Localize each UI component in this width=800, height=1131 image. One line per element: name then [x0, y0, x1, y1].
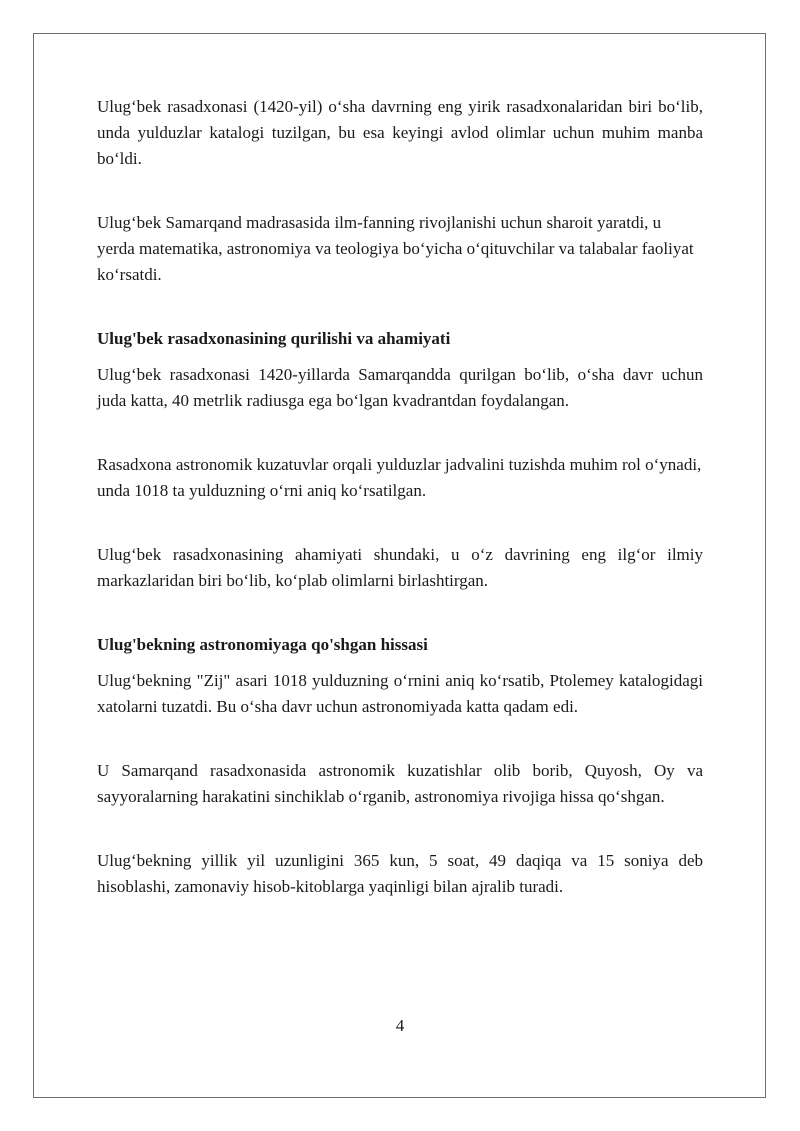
paragraph-observatory-significance: Ulug‘bek rasadxonasining ahamiyati shundaki, u o‘z davrining eng ilg‘or ilmiy markazlaridan biri bo‘lib, ko‘plab olimlarni birlashtirgan.	[97, 545, 703, 590]
section-heading-astronomy-contribution: Ulug'bekning astronomiyaga qo'shgan hissasi	[97, 635, 428, 654]
page-number: 4	[395, 1016, 405, 1035]
paragraph-observatory-construction: Ulug‘bek rasadxonasi 1420-yillarda Samarqandda qurilgan bo‘lib, o‘sha davr uchun juda katta, 40 metrlik radiusga ega bo‘lgan kvadrantdan foydalangan.	[97, 365, 703, 410]
paragraph-madrasa: Ulug‘bek Samarqand madrasasida ilm-fanning rivojlanishi uchun sharoit yaratdi, u yerda matematika, astronomiya va teologiya bo‘yicha o‘qituvchilar va talabalar faoliyat ko‘rsatdi.	[97, 213, 694, 284]
paragraph-observations: U Samarqand rasadxonasida astronomik kuzatishlar olib borib, Quyosh, Oy va sayyoralarning harakatini sinchiklab o‘rganib, astronomiya rivojiga hissa qo‘shgan.	[97, 761, 703, 806]
paragraph-observatory-intro: Ulug‘bek rasadxonasi (1420-yil) o‘sha davrning eng yirik rasadxonalaridan biri bo‘lib, unda yulduzlar katalogi tuzilgan, bu esa keyingi avlod olimlar uchun muhim manba bo‘ldi.	[97, 97, 703, 168]
paragraph-zij: Ulug‘bekning "Zij" asari 1018 yulduzning o‘rnini aniq ko‘rsatib, Ptolemey katalogidagi xatolarni tuzatdi. Bu o‘sha davr uchun astronomiyada katta qadam edi.	[97, 671, 703, 716]
section-heading-observatory: Ulug'bek rasadxonasining qurilishi va ahamiyati	[97, 329, 451, 348]
paragraph-year-length: Ulug‘bekning yillik yil uzunligini 365 kun, 5 soat, 49 daqiqa va 15 soniya deb hisoblashi, zamonaviy hisob-kitoblarga yaqinligi bilan ajralib turadi.	[97, 851, 703, 896]
document-body	[97, 94, 703, 900]
paragraph-star-table: Rasadxona astronomik kuzatuvlar orqali yulduzlar jadvalini tuzishda muhim rol o‘ynadi, unda 1018 ta yulduzning o‘rni aniq ko‘rsatilgan.	[97, 455, 702, 500]
